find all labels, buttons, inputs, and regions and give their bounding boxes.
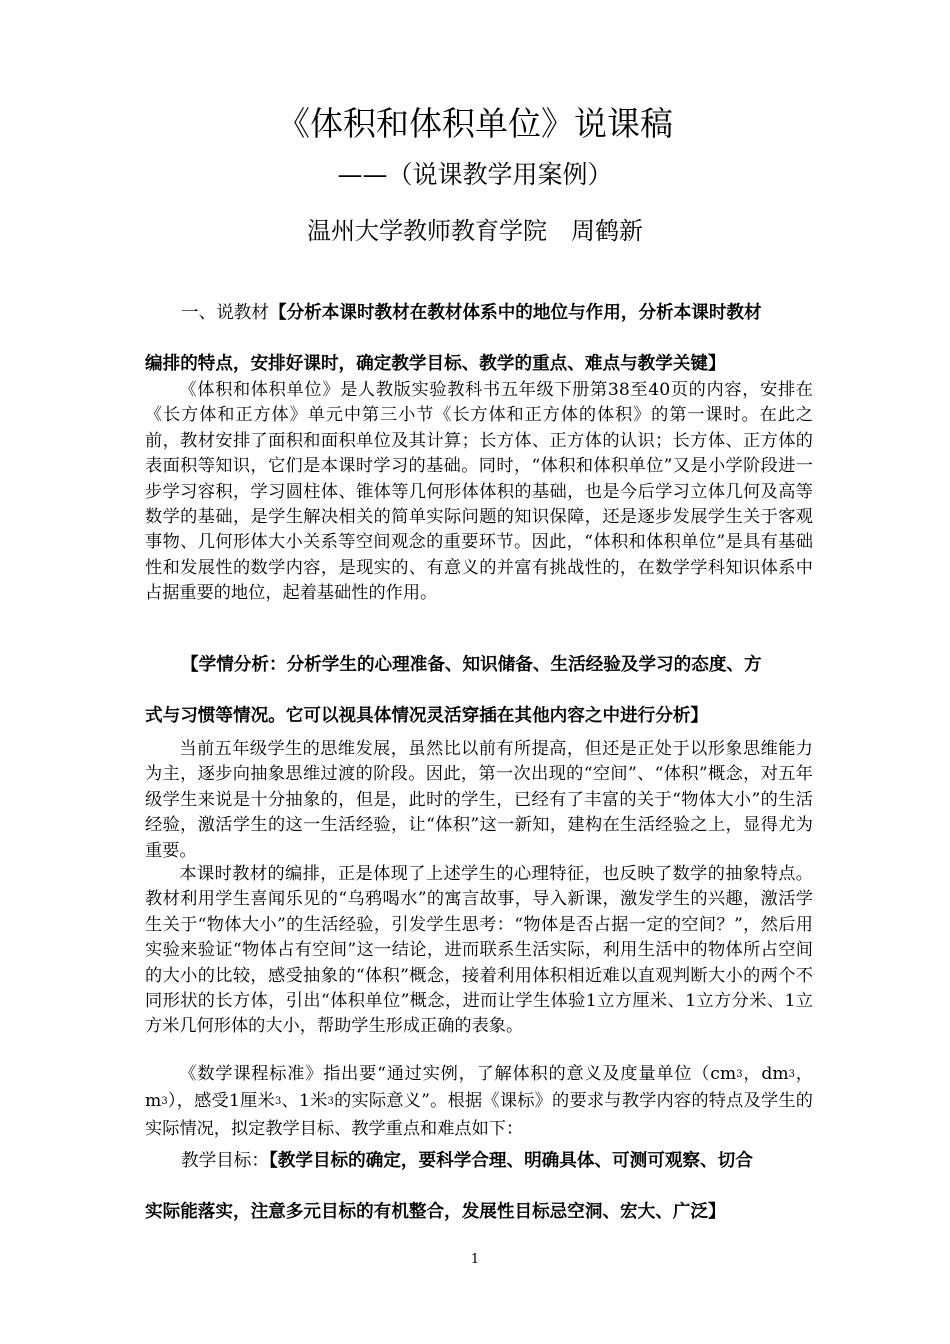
- section-lead: 教学目标：: [181, 1151, 269, 1171]
- superscript: 3: [161, 1096, 168, 1108]
- page-subtitle: ——（说课教学用案例）: [337, 160, 613, 189]
- section-bold-text: 【分析本课时教材在教材体系中的地位与作用，分析本课时教材: [268, 303, 762, 323]
- superscript: 3: [736, 1069, 743, 1080]
- text-fragment: ），感受1厘米: [167, 1091, 275, 1112]
- section-heading-line-1: 【学情分析：分析学生的心理准备、知识储备、生活经验及学习的态度、方: [181, 655, 762, 675]
- section-heading-learner-analysis: [145, 640, 813, 742]
- section-heading-line-2: 式与习惯等情况。它可以视具体情况灵活穿插在其他内容之中进行分析】: [145, 706, 709, 726]
- section-lead: 一、说教材: [181, 303, 269, 323]
- section-heading-teaching-goals: [145, 1136, 813, 1238]
- section-heading-line-1: [145, 1136, 813, 1187]
- paragraph-textbook-analysis: 《体积和体积单位》是人教版实验教科书五年级下册第38至40页的内容，安排在《长方体和正方体》单元中第三小节《长方体和正方体的体积》的第一课时。在此之前，教材安排了面积和面积单位及其计算；长方体、正方体的认识；长方体、正方体的表面积等知识，它们是本课时学习的基础。同时，“体积和体积单位”又是小学阶段进一步学习容积，学习圆柱体、锥体等几何形体体积的基础，也是今后学习立体几何及高等数学的基础，是学生解决相关的简单实际问题的知识保障，还是逐步发展学生关于客观事物、几何形体大小关系等空间观念的重要环节。因此，“体积和体积单位”是具有基础性和发展性的数学内容，是现实的、有意义的并富有挑战性的，在数学学科知识体系中占据重要的地位，起着基础性的作用。: [145, 380, 813, 604]
- text-fragment: ，dm: [742, 1064, 789, 1084]
- section-heading-textbook: [145, 288, 813, 390]
- text-fragment: 、1米: [281, 1091, 328, 1112]
- superscript: 3: [788, 1069, 796, 1080]
- section-heading-line-2: 实际能落实，注意多元目标的有机整合，发展性目标忌空洞、宏大、广泛】: [145, 1202, 726, 1222]
- author-line: 温州大学教师教育学院 周鹤新: [307, 217, 643, 245]
- page-number: 1: [470, 1252, 480, 1267]
- superscript: 3: [274, 1096, 282, 1108]
- section-bold-text: 【教学目标的确定，要科学合理、明确具体、可测可观察、切合: [268, 1151, 753, 1171]
- section-heading-line-1: [145, 288, 813, 339]
- paragraph-curriculum-standard: [145, 1062, 813, 1142]
- paragraph-textbook-arrangement: 本课时教材的编排，正是体现了上述学生的心理特征，也反映了数学的抽象特点。教材利用学生喜闻乐见的“乌鸦喝水”的寓言故事，导入新课，激发学生的兴趣，激活学生关于“物体大小”的生活经验，引发学生思考：“物体是否占据一定的空间？”，然后用实验来验证“物体占有空间”这一结论，进而联系生活实际，利用生活中的物体所占空间的大小的比较，感受抽象的“体积”概念，接着利用体积相近难以直观判断大小的两个不同形状的长方体，引出“体积单位”概念，进而让学生体验1立方厘米、1立方分米、1立方米几何形体的大小，帮助学生形成正确的表象。: [145, 864, 813, 1037]
- text-fragment: 的实际意义”。根据《课标》的要求与教学内容的特点及学生的实际情况，拟定教学目标、教学重点和难点如下：: [145, 1091, 813, 1139]
- superscript: 3: [327, 1096, 334, 1108]
- text-fragment: 《数学课程标准》指出要“通过实例，了解体积的意义及度量单位（cm: [179, 1064, 737, 1084]
- page-title: 《体积和体积单位》说课稿: [277, 104, 673, 143]
- section-heading-line-2: 编排的特点，安排好课时，确定教学目标、教学的重点、难点与教学关键】: [145, 354, 726, 374]
- text-fragment: ，m: [145, 1064, 813, 1112]
- paragraph-learner-situation: 当前五年级学生的思维发展，虽然比以前有所提高，但还是正处于以形象思维能力为主，逐步向抽象思维过渡的阶段。因此，第一次出现的“空间”、“体积”概念，对五年级学生来说是十分抽象的，但是，此时的学生，已经有了丰富的关于“物体大小”的生活经验，激活学生的这一生活经验，让“体积”这一新知，建构在生活经验之上，显得尤为重要。: [145, 739, 813, 861]
